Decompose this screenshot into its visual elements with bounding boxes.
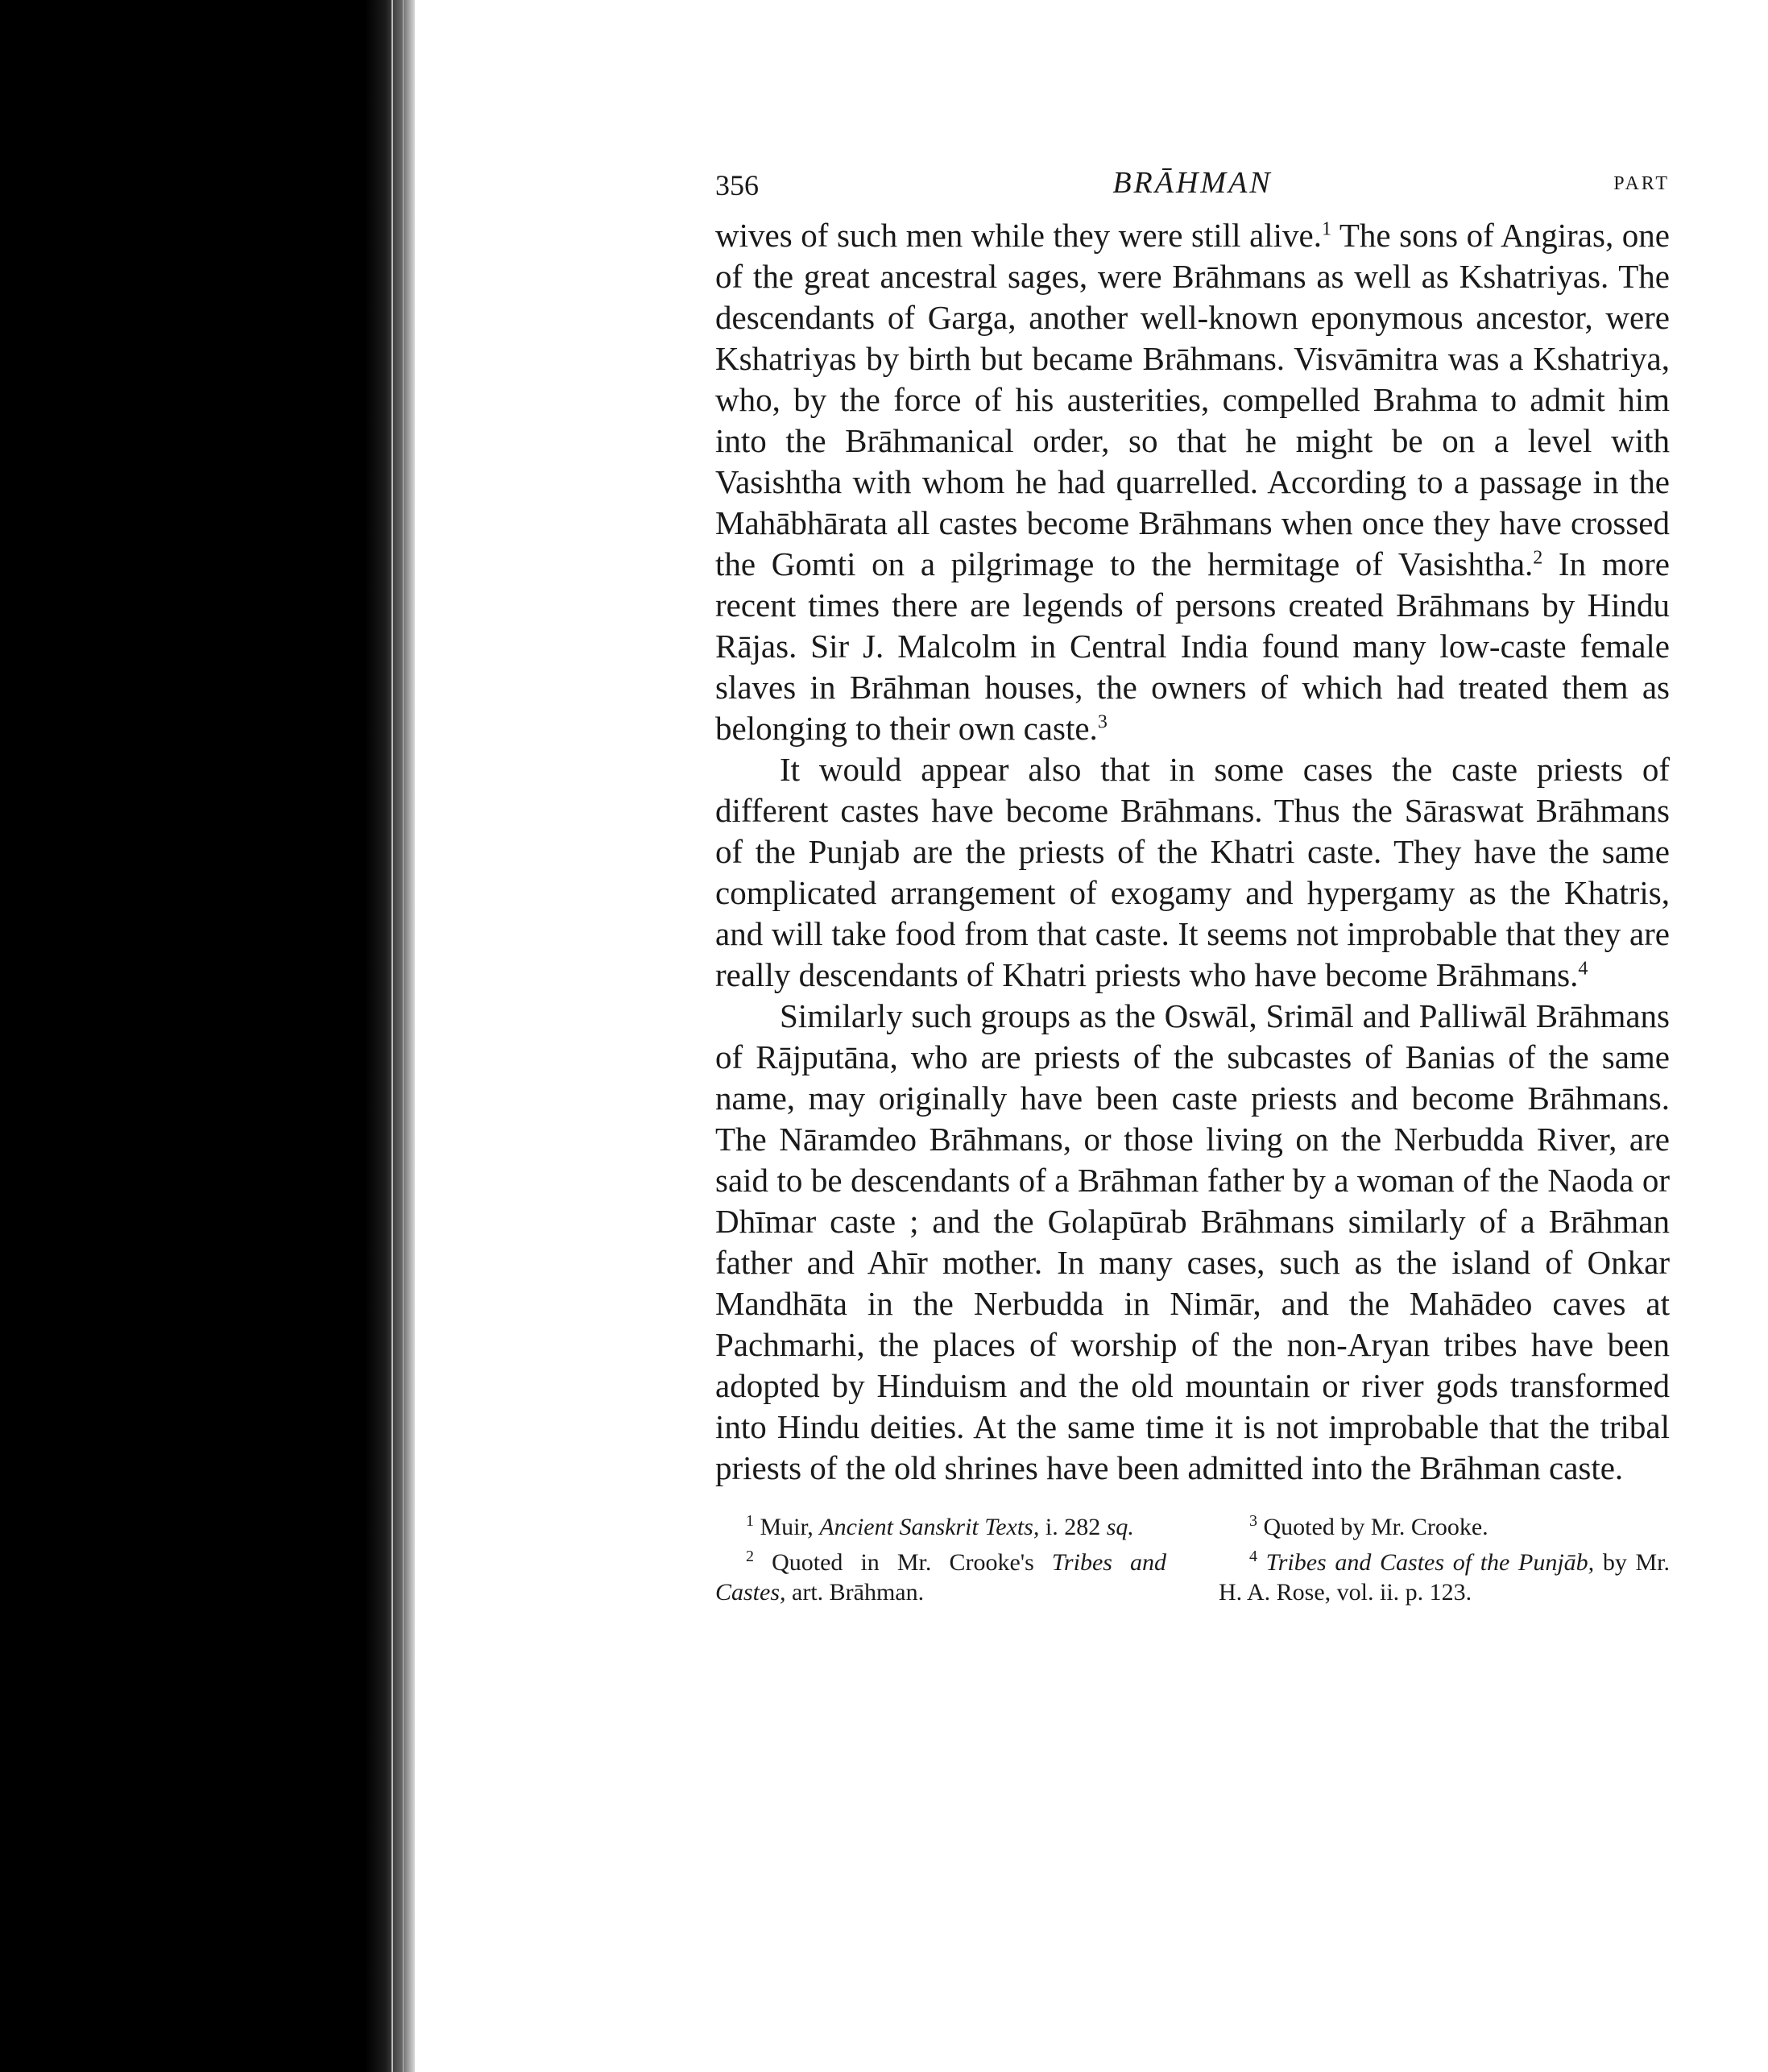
- text-run: by Mr. H. A. Rose, vol. ii. p. 123.: [1219, 1549, 1671, 1606]
- paragraph: [715, 996, 1670, 1489]
- page-number: 356: [715, 169, 759, 201]
- text-run: wives of such men while they were still alive.: [715, 217, 1323, 254]
- footnote-reference: 1: [1322, 218, 1332, 240]
- text-run: i. 282: [1039, 1514, 1107, 1540]
- text-run: The sons of Angiras, one of the great ancestral sages, were Brāhmans as well as Kshatriyas. The descendants of Garga, another well-known eponymous ancestor, were Kshatriyas by birth but became Brāhmans. Visvāmitra was a Kshatriya, who, by the force of his austerities, compelled Brahma to admit him into the Brāhmanical order, so that he might be on a level with Vasishtha with whom he had quarrelled. According to a passage in the Mahābhārata all castes become Brāhmans when once they have crossed the Gomti on a pilgrimage to the hermitage of Vasishtha.: [715, 217, 1670, 582]
- italic-title: sq.: [1106, 1514, 1134, 1540]
- book-page: [715, 157, 1670, 1607]
- book-spine-shadow: [0, 0, 415, 2072]
- text-run: Similarly such groups as the Oswāl, Srimāl and Palliwāl Brāhmans of Rājputāna, who are priests of the subcastes of Banias of the same name, may originally have been caste priests and become Brāhmans. The Nāramdeo Brāhmans, or those living on the Nerbudda River, are said to be descendants of a Brāhman father by a woman of the Naoda or Dhīmar caste ; and the Golapūrab Brāhmans similarly of a Brāhman father and Ahīr mother. In many cases, such as the island of Onkar Mandhāta in the Nerbudda in Nimār, and the Mahādeo caves at Pachmarhi, the places of worship of the non-Aryan tribes have been adopted by Hinduism and the old mountain or river gods transformed into Hindu deities. At the same time it is not improbable that the tribal priests of the old shrines have been admitted into the Brāhman caste.: [715, 997, 1670, 1486]
- running-header: [715, 157, 1670, 215]
- footnotes: [715, 1506, 1670, 1607]
- paragraph: [715, 749, 1670, 996]
- text-run: Quoted in Mr. Crooke's: [772, 1549, 1052, 1576]
- footnote: [715, 1542, 1166, 1607]
- part-label: PART: [1613, 173, 1670, 194]
- footnote-reference: 3: [1097, 711, 1108, 733]
- footnote-column-right: [1219, 1506, 1670, 1607]
- footnote-column-left: [715, 1506, 1166, 1607]
- footnote: [1219, 1506, 1670, 1542]
- text-run: It would appear also that in some cases the caste priests of different castes have become Brāhmans. Thus the Sāraswat Brāhmans of the Punjab are the priests of the Khatri caste. They have the same complicated arrangement of exogamy and hypergamy as the Khatris, and will take food from that caste. It seems not improbable that they are really descendants of Khatri priests who have become Brāhmans.: [715, 751, 1670, 993]
- text-run: Muir,: [760, 1514, 820, 1540]
- footnote-mark: 3: [1249, 1512, 1257, 1530]
- running-title: BRĀHMAN: [1112, 166, 1273, 200]
- italic-title: Ancient Sanskrit Texts,: [819, 1514, 1040, 1540]
- paragraph: [715, 215, 1670, 749]
- text-run: art. Brāhman.: [785, 1579, 925, 1606]
- italic-title: Tribes and Castes of the Punjāb,: [1265, 1549, 1595, 1576]
- footnote-reference: 4: [1578, 958, 1588, 980]
- footnote-mark: 2: [746, 1548, 754, 1565]
- footnote-mark: 1: [746, 1512, 754, 1530]
- footnote: [1219, 1542, 1670, 1607]
- footnote-mark: 4: [1249, 1548, 1257, 1565]
- text-run: Quoted by Mr. Crooke.: [1263, 1514, 1489, 1540]
- footnote-reference: 2: [1533, 547, 1543, 569]
- spine-edge-line: [403, 0, 404, 2072]
- spine-edge-line: [391, 0, 393, 2072]
- footnote: [715, 1506, 1166, 1542]
- text-run: In more recent times there are legends of persons created Brāhmans by Hindu Rājas. Sir J. Malcolm in Central India found many low-caste female slaves in Brāhman houses, the owners of which had treated them as belonging to their own caste.: [715, 545, 1670, 747]
- italic-title: Tribes and Castes,: [715, 1549, 1167, 1606]
- body-text: [715, 215, 1670, 1489]
